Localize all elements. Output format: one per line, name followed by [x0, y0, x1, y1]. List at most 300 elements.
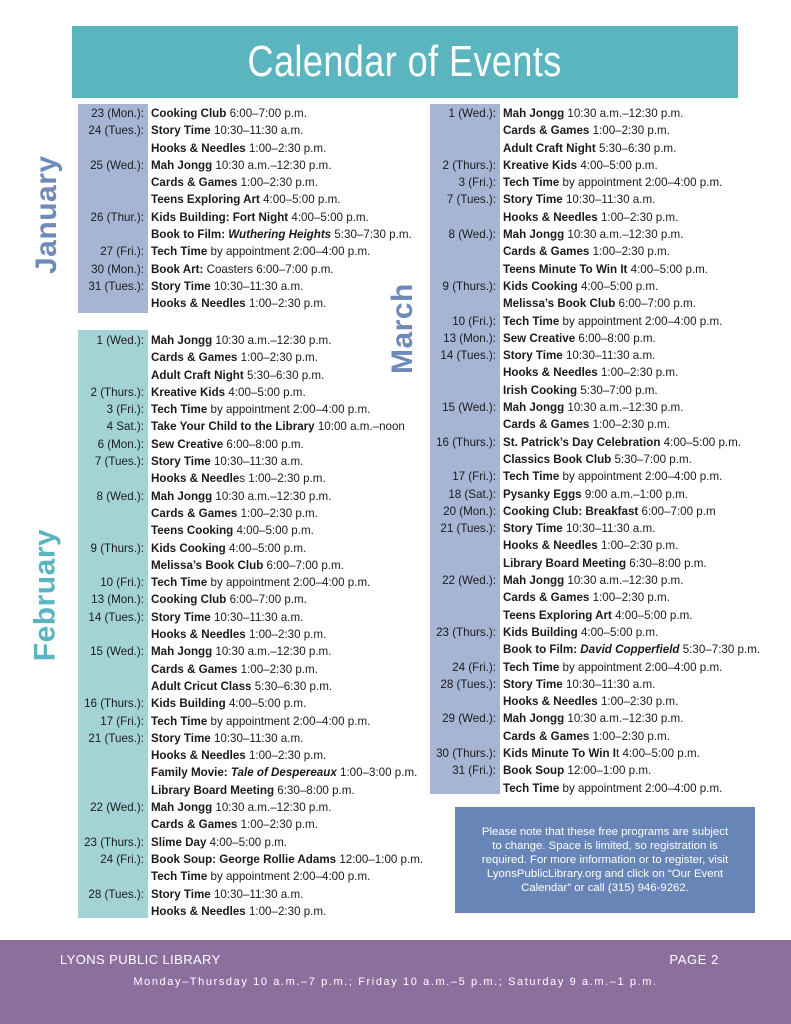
event-row [76, 105, 412, 122]
event-date [76, 764, 148, 781]
event-time: Coasters 6:00–7:00 p.m. [206, 262, 334, 276]
event-date: 10 (Fri.): [100, 576, 144, 590]
event-time: 10:30 a.m.–12:30 p.m. [564, 574, 684, 588]
event-name-text: Teens Exploring Art [503, 608, 612, 622]
event-name [151, 263, 207, 276]
event-row [76, 782, 423, 799]
event-details [500, 243, 670, 260]
event-name [151, 193, 260, 206]
event-date: 23 (Mon.): [91, 107, 144, 120]
event-date: 26 (Thur.): [90, 210, 144, 224]
event-name [151, 490, 212, 503]
event-row [428, 780, 760, 797]
event-details [148, 401, 370, 418]
event-name [503, 574, 564, 587]
event-name [151, 576, 207, 589]
event-name [151, 853, 336, 866]
event-time: 10:30–11:30 a.m. [562, 677, 656, 691]
event-row [428, 364, 760, 381]
event-details [148, 886, 303, 903]
event-time: by appointment 2:00–4:00 p.m. [207, 245, 371, 259]
event-details [500, 520, 655, 537]
event-time: 10:30 a.m.–12:30 p.m. [212, 489, 332, 503]
event-name-text: Classics Book Club [503, 452, 612, 466]
event-name-text: Cards & Games [503, 591, 590, 605]
event-row [428, 762, 760, 779]
event-details [148, 418, 405, 435]
event-details [500, 503, 716, 520]
event-name-text: Mah Jongg [503, 712, 565, 726]
event-name [151, 836, 206, 849]
event-time: 10:30–11:30 a.m. [210, 455, 304, 469]
event-time: 4:00–5:00 p.m. [233, 524, 314, 538]
event-name [151, 628, 246, 641]
event-date [428, 537, 500, 554]
event-details [500, 555, 707, 572]
event-details [500, 780, 722, 797]
event-time: 1:00–2:30 p.m. [597, 366, 679, 380]
event-date [76, 226, 148, 243]
event-details [500, 434, 741, 451]
event-name [503, 193, 563, 206]
event-name-text: Book to Film: [151, 228, 229, 242]
event-name-text: Cards & Games [503, 729, 590, 743]
event-row [428, 122, 760, 139]
event-name [151, 420, 315, 433]
event-date: 1 (Wed.): [96, 334, 144, 347]
event-row [428, 486, 760, 503]
event-name [503, 678, 563, 691]
event-name-text: Sew Creative [151, 437, 224, 451]
event-date: 31 (Fri.): [452, 764, 496, 778]
event-date: 4 Sat.): [106, 420, 144, 434]
event-name [503, 505, 638, 518]
event-date: 30 (Thurs.): [436, 746, 496, 760]
event-name-text: Hooks & Needles [151, 141, 246, 155]
event-details [500, 641, 760, 658]
event-row [428, 659, 760, 676]
event-row [428, 105, 760, 122]
event-time: 1:00–2:30 p.m. [597, 539, 679, 553]
event-time: 6:00–7:00 p.m [638, 504, 716, 518]
event-name-text: Pysanky Eggs [503, 487, 582, 501]
event-date: 15 (Wed.): [90, 645, 144, 659]
event-details [148, 730, 303, 747]
event-name-text: Hooks & Needles [151, 904, 246, 918]
event-time: 6:00–8:00 p.m. [223, 437, 304, 451]
event-name-text: Book Soup: George Rollie Adams [151, 852, 337, 866]
event-time: 10:30–11:30 a.m. [210, 279, 304, 293]
event-time: 1:00–2:30 p.m. [245, 297, 327, 311]
event-details [500, 572, 683, 589]
event-name-text: Cards & Games [151, 176, 238, 190]
event-time: 1:00–2:30 p.m. [245, 628, 327, 642]
event-row [76, 626, 423, 643]
event-name-text: Tech Time [503, 176, 560, 190]
event-name [503, 712, 564, 725]
event-name [503, 107, 564, 120]
event-details [148, 453, 303, 470]
event-time: 4:00–5:00 p.m. [225, 385, 306, 399]
event-date: 28 (Tues.): [88, 887, 144, 901]
event-name-text: Book to Film: [503, 643, 581, 657]
event-row [428, 745, 760, 762]
event-name-text: Melissa’s Book Club [151, 558, 264, 572]
event-name [151, 870, 207, 883]
event-name [151, 905, 246, 918]
event-details [148, 678, 332, 695]
event-name-text: Book Art: [151, 262, 207, 276]
library-name: LYONS PUBLIC LIBRARY [60, 952, 221, 967]
event-time: by appointment 2:00–4:00 p.m. [207, 870, 371, 884]
event-name [151, 645, 212, 658]
event-row [76, 140, 412, 157]
event-name [151, 611, 211, 624]
event-time: 1:00–2:30 p.m. [245, 141, 327, 155]
event-date: 22 (Wed.): [90, 801, 144, 815]
event-time: by appointment 2:00–4:00 p.m. [559, 781, 723, 795]
event-time: 4:00–5:00 p.m. [206, 835, 287, 849]
event-name-text: Melissa’s Book Club [503, 297, 616, 311]
event-details [500, 174, 722, 191]
event-details [500, 762, 651, 779]
event-date: 15 (Wed.): [442, 401, 496, 415]
event-time: 6:00–7:00 p.m. [226, 107, 307, 120]
event-name-text: Hooks & Needles [151, 297, 246, 311]
event-details [148, 661, 318, 678]
event-name [151, 559, 263, 572]
event-time: 12:00–1:00 p.m. [564, 764, 652, 778]
event-details [500, 209, 678, 226]
event-details [148, 609, 303, 626]
event-name-text: Irish Cooking [503, 383, 578, 397]
event-name [151, 351, 237, 364]
footer [0, 940, 791, 1024]
event-time: 10:30–11:30 a.m. [210, 887, 304, 901]
event-time: 10:30 a.m.–12:30 p.m. [212, 334, 332, 347]
event-details [148, 243, 370, 260]
event-time: 4:00–5:00 p.m. [660, 435, 742, 449]
event-row [428, 157, 760, 174]
event-date: 17 (Fri.): [452, 470, 496, 484]
event-name [503, 436, 660, 449]
event-name-text: Story Time [151, 731, 211, 745]
event-name-text: Hooks & Needles [503, 210, 598, 224]
event-name [503, 297, 615, 310]
event-details [500, 347, 655, 364]
event-name-text: Cards & Games [151, 351, 238, 365]
event-name [503, 142, 596, 155]
event-date: 24 (Fri.): [452, 660, 496, 674]
event-name [503, 557, 626, 570]
library-hours: Monday–Thursday 10 a.m.–7 p.m.; Friday 10 a.m.–5 p.m.; Saturday 9 a.m.–1 p.m. [133, 976, 658, 988]
event-date: 22 (Wed.): [442, 574, 496, 588]
event-name [503, 349, 563, 362]
event-time: 1:00–2:30 p.m. [237, 662, 318, 676]
event-name-text: Library Board Meeting [503, 556, 627, 570]
event-name-text: Mah Jongg [151, 489, 213, 503]
event-name-text: Tech Time [151, 870, 208, 884]
event-name-text: Mah Jongg [151, 801, 213, 815]
event-name-text: Mah Jongg [503, 107, 565, 120]
event-name-text: Kids Building: Fort Night [151, 210, 289, 224]
event-date [76, 626, 148, 643]
event-name [151, 697, 226, 710]
event-name-text: Slime Day [151, 835, 207, 849]
event-name [151, 715, 207, 728]
event-details [148, 122, 303, 139]
event-name-text: Sew Creative [503, 331, 576, 345]
event-name [151, 507, 237, 520]
event-row [76, 747, 423, 764]
event-date: 16 (Thurs.): [436, 435, 496, 449]
event-time: 1:00–2:30 p.m. [589, 124, 670, 138]
event-time: 5:30–7:30 p.m. [331, 228, 412, 242]
event-name-text: Cards & Games [151, 818, 238, 832]
event-time: 5:30–6:30 p.m. [251, 679, 333, 693]
event-row [76, 470, 423, 487]
event-name [503, 315, 559, 328]
event-row [76, 540, 423, 557]
event-name [151, 766, 337, 779]
event-name-text: Tech Time [151, 403, 208, 417]
event-name-text: Tech Time [503, 660, 560, 674]
event-row [76, 488, 423, 505]
event-row [428, 261, 760, 278]
event-details [500, 468, 722, 485]
event-details [148, 488, 331, 505]
event-name-text: Teens Exploring Art [151, 193, 260, 207]
event-date: 14 (Tues.): [88, 610, 144, 624]
event-name [503, 591, 589, 604]
event-name-text: Kids Cooking [503, 279, 578, 293]
event-details [148, 747, 326, 764]
event-date [76, 678, 148, 695]
event-time: 10:30 a.m.–12:30 p.m. [212, 801, 332, 815]
event-row [76, 695, 423, 712]
event-name-text: Library Board Meeting [151, 783, 275, 797]
event-details [148, 174, 318, 191]
event-name-text: Cards & Games [503, 245, 590, 259]
event-row [76, 816, 423, 833]
event-time: 5:30–7:00 p.m. [611, 452, 692, 466]
event-details [148, 278, 303, 295]
event-details [148, 643, 331, 660]
event-time: 6:00–8:00 p.m. [575, 331, 656, 345]
event-details [148, 295, 326, 312]
event-date: 16 (Thurs.): [84, 697, 144, 711]
event-row [76, 278, 412, 295]
event-date [76, 557, 148, 574]
event-row [76, 191, 412, 208]
event-date [428, 140, 500, 157]
event-row [76, 401, 423, 418]
event-name-text: Book Soup [503, 764, 565, 778]
february-events [76, 332, 423, 920]
event-row [76, 243, 412, 260]
event-row [76, 209, 412, 226]
event-time: 1:00–2:30 p.m. [237, 176, 318, 190]
event-name-text: Cards & Games [151, 662, 238, 676]
event-row [428, 520, 760, 537]
event-details [500, 416, 670, 433]
event-name-text: Tech Time [151, 245, 208, 259]
event-time: 6:00–7:00 p.m. [263, 558, 344, 572]
event-row [76, 174, 412, 191]
event-time: by appointment 2:00–4:00 p.m. [559, 470, 723, 484]
event-name-text: Hooks & Needles [151, 749, 246, 763]
event-name [151, 784, 274, 797]
event-name [503, 418, 589, 431]
event-details [500, 330, 656, 347]
event-row [428, 572, 760, 589]
event-date: 3 (Fri.): [458, 176, 496, 190]
event-title-italic: David Copperfield [580, 643, 680, 657]
event-date [76, 505, 148, 522]
event-details [500, 382, 658, 399]
event-name-text: Kids Building [151, 697, 226, 711]
event-time: 4:00–5:00 p.m. [225, 541, 307, 555]
event-details [148, 868, 370, 885]
event-name [503, 228, 564, 241]
event-date: 18 (Sat.): [448, 487, 496, 501]
event-row [428, 295, 760, 312]
event-details [500, 676, 655, 693]
event-row [76, 764, 423, 781]
event-row [428, 243, 760, 260]
event-name [151, 455, 211, 468]
event-time: 4:00–5:00 p.m. [577, 279, 659, 293]
event-time: by appointment 2:00–4:00 p.m. [559, 176, 723, 190]
event-row [428, 330, 760, 347]
event-row [76, 349, 423, 366]
event-date: 14 (Tues.): [440, 349, 496, 363]
event-name [503, 522, 563, 535]
event-name-text: Cards & Games [503, 418, 590, 432]
event-details [148, 591, 307, 608]
event-date: 17 (Fri.): [100, 714, 144, 728]
event-name [151, 297, 246, 310]
event-row [76, 661, 423, 678]
event-date: 21 (Tues.): [88, 731, 144, 745]
event-date [76, 174, 148, 191]
event-row [428, 209, 760, 226]
event-name-text: Story Time [503, 522, 563, 536]
event-details [148, 695, 306, 712]
event-name [151, 542, 226, 555]
event-row [76, 384, 423, 401]
event-name [151, 386, 225, 399]
event-row [76, 591, 423, 608]
event-details [148, 209, 369, 226]
event-name-text: Cards & Games [503, 124, 590, 138]
event-time: 1:00–2:30 p.m. [589, 418, 670, 432]
event-time: 1:00–2:30 p.m. [237, 351, 318, 365]
event-row [76, 868, 423, 885]
event-name-text: Mah Jongg [503, 574, 565, 588]
event-row [76, 522, 423, 539]
event-name [151, 663, 237, 676]
event-name [503, 488, 582, 501]
event-time: 1:00–2:30 p.m. [589, 245, 670, 259]
event-row [76, 609, 423, 626]
event-details [500, 710, 683, 727]
event-details [148, 903, 326, 920]
event-name [151, 245, 207, 258]
event-time: 10:30 a.m.–12:30 p.m. [212, 645, 332, 659]
event-name-text: Tech Time [503, 470, 560, 484]
event-details [500, 157, 658, 174]
event-name-text: Hooks & Needles [503, 695, 598, 709]
event-date [428, 364, 500, 381]
event-time: 4:00–5:00 p.m. [577, 158, 658, 172]
event-name-text: Cooking Club [151, 107, 227, 120]
event-name-text: Mah Jongg [503, 228, 565, 242]
event-name [503, 661, 559, 674]
event-date [428, 122, 500, 139]
event-date: 8 (Wed.): [96, 489, 144, 503]
event-name [503, 626, 578, 639]
event-details [148, 522, 314, 539]
event-name-text: Mah Jongg [151, 645, 213, 659]
event-name [503, 384, 577, 397]
event-time: 10:30–11:30 a.m. [562, 522, 656, 536]
event-name [503, 159, 577, 172]
event-date [428, 382, 500, 399]
event-name [503, 470, 559, 483]
event-details [500, 278, 658, 295]
event-row [428, 468, 760, 485]
event-name [503, 263, 627, 276]
event-details [148, 470, 326, 487]
event-name-text: Mah Jongg [151, 158, 213, 172]
event-name-text: Tech Time [503, 314, 560, 328]
event-time: 5:30–6:30 p.m. [595, 141, 677, 155]
event-details [500, 728, 670, 745]
event-row [76, 678, 423, 695]
event-row [428, 226, 760, 243]
event-date: 24 (Tues.): [88, 124, 144, 138]
event-name-text: Story Time [151, 887, 211, 901]
event-date: 13 (Mon.): [91, 593, 144, 607]
event-details [500, 191, 655, 208]
event-date: 20 (Mon.): [443, 504, 496, 518]
event-row [428, 503, 760, 520]
event-date: 21 (Tues.): [440, 522, 496, 536]
event-row [76, 799, 423, 816]
event-details [148, 782, 355, 799]
event-time: 4:00–5:00 p.m. [288, 210, 369, 224]
event-date: 13 (Mon.): [443, 331, 496, 345]
event-date [76, 868, 148, 885]
event-title-italic: Wuthering Heights [228, 228, 332, 242]
event-details [500, 624, 658, 641]
event-details [148, 505, 318, 522]
event-name-text: Cooking Club [151, 593, 227, 607]
event-name-text: Story Time [151, 124, 211, 138]
event-name-text: Adult Craft Night [503, 141, 596, 155]
event-row [76, 834, 423, 851]
event-row [428, 416, 760, 433]
event-date [428, 589, 500, 606]
event-details [500, 313, 722, 330]
event-date: 27 (Fri.): [100, 245, 144, 259]
event-date: 24 (Fri.): [100, 852, 144, 866]
event-name [151, 749, 246, 762]
event-name-text: Hooks & Needles [503, 366, 598, 380]
event-name [503, 609, 612, 622]
event-time: 10:00 a.m.–noon [314, 420, 405, 434]
